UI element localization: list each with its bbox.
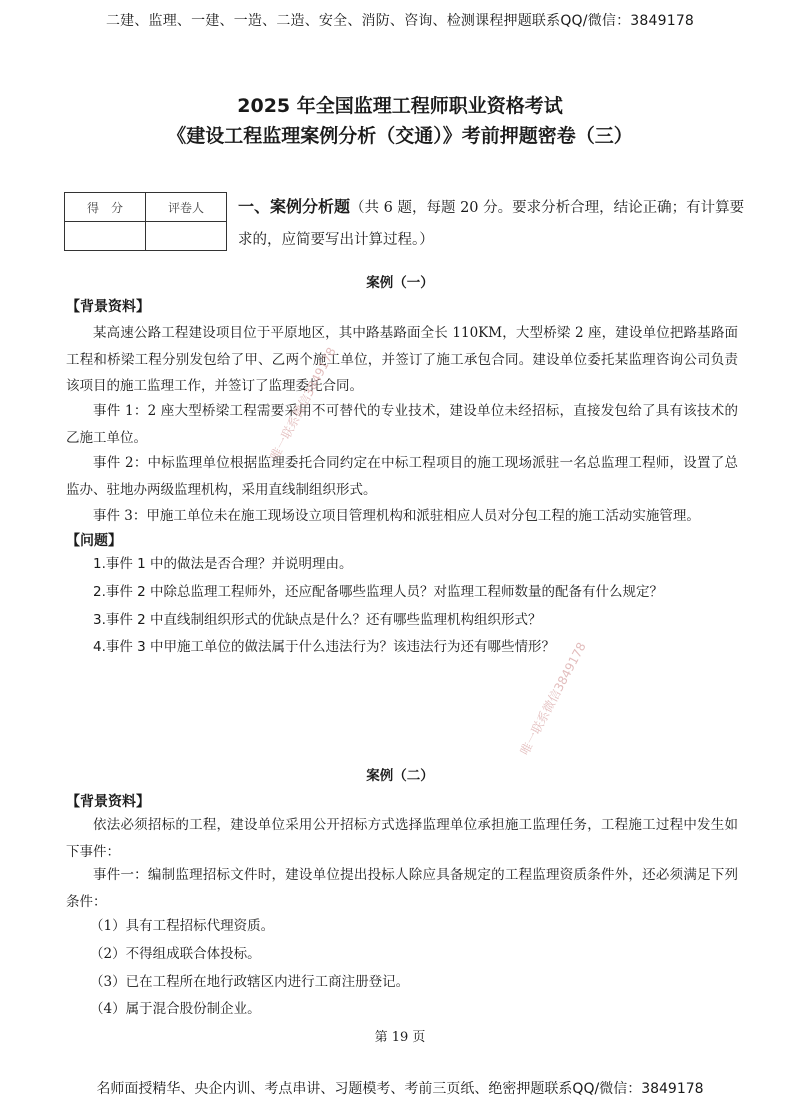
case2-background-label: 【背景资料】: [66, 794, 150, 810]
score-cell: [65, 222, 146, 251]
footer-banner: 名师面授精华、央企内训、考点串讲、习题模考、考前三页纸、绝密押题联系QQ/微信：3849178: [96, 1081, 704, 1097]
section-instructions: （共 6 题，每题 20 分。要求分析合理，结论正确；有计算要求的，应简要写出计算过程。）: [238, 200, 745, 248]
watermark: 唯一联系微信3849178: [267, 345, 339, 463]
case1-title: 案例（一）: [366, 275, 434, 291]
case1-event3: 事件 3：甲施工单位未在施工现场设立项目管理机构和派驻相应人员对分包工程的施工活动实施管理。: [93, 508, 700, 524]
section-heading: [238, 191, 748, 256]
score-header: 得 分: [65, 193, 146, 222]
grader-header: 评卷人: [146, 193, 227, 222]
case1-paragraph: 某高速公路工程建设项目位于平原地区，其中路基路面全长 110KM，大型桥梁 2 座，建设单位把路基路面工程和桥梁工程分别发包给了甲、乙两个施工单位，并签订了施工承包合同。建设单位委托某监理咨询公司负责该项目的施工监理工作，并签订了监理委托合同。: [66, 325, 738, 394]
page-number: 第 19 页: [374, 1030, 426, 1045]
grader-cell: [146, 222, 227, 251]
exam-title-line2: 《建设工程监理案例分析（交通）》考前押题密卷（三）: [167, 125, 633, 147]
case2-paragraph: 依法必须招标的工程，建设单位采用公开招标方式选择监理单位承担施工监理任务，工程施工过程中发生如下事件：: [66, 817, 738, 860]
case2-condition-4: （4）属于混合股份制企业。: [90, 1001, 261, 1017]
case1-question-1: 1.事件 1 中的做法是否合理？并说明理由。: [93, 556, 353, 572]
score-table: [64, 192, 227, 251]
case1-background-label: 【背景资料】: [66, 299, 150, 315]
exam-title-line1: 2025 年全国监理工程师职业资格考试: [237, 95, 563, 117]
case2-condition-1: （1）具有工程招标代理资质。: [90, 918, 275, 934]
case1-question-4: 4.事件 3 中甲施工单位的做法属于什么违法行为？该违法行为还有哪些情形？: [93, 639, 556, 655]
case2-title: 案例（二）: [366, 768, 434, 784]
watermark: 唯一联系微信3849178: [517, 640, 589, 758]
case1-question-2: 2.事件 2 中除总监理工程师外，还应配备哪些监理人员？对监理工程师数量的配备有什么规定？: [93, 584, 664, 600]
case2-condition-2: （2）不得组成联合体投标。: [90, 946, 261, 962]
case2-condition-3: （3）已在工程所在地行政辖区内进行工商注册登记。: [90, 974, 410, 990]
case1-questions-label: 【问题】: [66, 533, 122, 549]
section-title: 一、案例分析题: [238, 197, 351, 216]
case1-question-3: 3.事件 2 中直线制组织形式的优缺点是什么？还有哪些监理机构组织形式？: [93, 612, 542, 628]
case1-event1: 事件 1：2 座大型桥梁工程需要采用不可替代的专业技术，建设单位未经招标，直接发包给了具有该技术的乙施工单位。: [66, 403, 738, 446]
header-banner: 二建、监理、一建、一造、二造、安全、消防、咨询、检测课程押题联系QQ/微信：3849178: [105, 13, 695, 29]
case2-event1: 事件一：编制监理招标文件时，建设单位提出投标人除应具备规定的工程监理资质条件外，还必须满足下列条件：: [66, 867, 738, 910]
case1-event2: 事件 2：中标监理单位根据监理委托合同约定在中标工程项目的施工现场派驻一名总监理工程师，设置了总监办、驻地办两级监理机构，采用直线制组织形式。: [66, 455, 738, 498]
